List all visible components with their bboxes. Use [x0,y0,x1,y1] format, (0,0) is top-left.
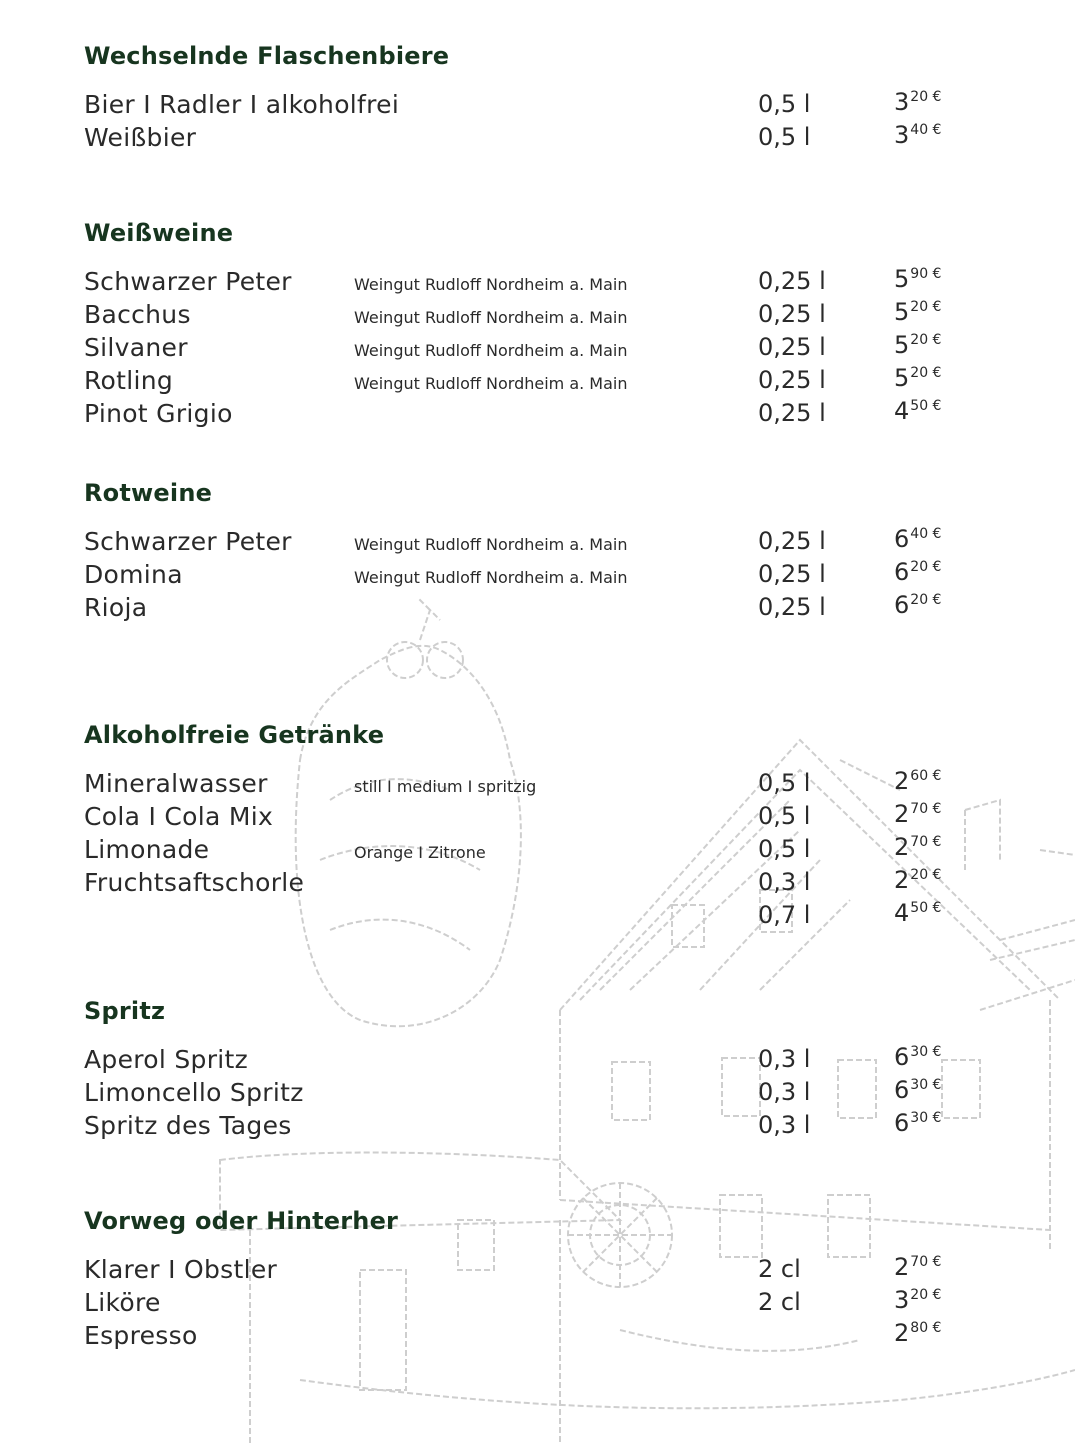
item-name: Schwarzer Peter [84,267,292,296]
item-volume: 0,25 l [758,300,826,328]
item-name: Liköre [84,1288,161,1317]
item-name: Pinot Grigio [84,399,233,428]
section-heading: Alkoholfreie Getränke [84,721,385,749]
menu-item [0,593,1075,626]
item-description: still I medium I spritzig [354,777,537,796]
menu-item [0,90,1075,123]
item-volume: 0,5 l [758,90,811,118]
section-heading: Rotweine [84,479,213,507]
item-name: Mineralwasser [84,769,268,798]
item-name: Spritz des Tages [84,1111,292,1140]
item-price: $2^{80 €}$ [894,1319,942,1347]
item-description: Weingut Rudloff Nordheim a. Main [354,308,628,327]
menu-item [0,1321,1075,1354]
menu-item [0,1078,1075,1111]
item-price: $3^{20 €}$ [894,1286,942,1314]
section-heading: Spritz [84,997,166,1025]
item-volume: 0,5 l [758,123,811,151]
item-volume: 0,5 l [758,835,811,863]
menu-item [0,835,1075,868]
item-volume: 0,25 l [758,399,826,427]
item-price: $3^{40 €}$ [894,121,942,149]
item-volume: 0,25 l [758,527,826,555]
item-price: $2^{20 €}$ [894,866,942,894]
item-name: Bier I Radler I alkoholfrei [84,90,400,119]
menu-item [0,300,1075,333]
item-name: Limoncello Spritz [84,1078,304,1107]
menu-item [0,901,1075,934]
menu-item [0,333,1075,366]
item-price: $5^{90 €}$ [894,265,942,293]
item-price: $5^{20 €}$ [894,298,942,326]
menu-item [0,560,1075,593]
item-volume: 0,25 l [758,366,826,394]
item-price: $2^{70 €}$ [894,1253,942,1281]
menu-item [0,1111,1075,1144]
section-heading: Vorweg oder Hinterher [84,1207,399,1235]
menu-item [0,267,1075,300]
menu-item [0,366,1075,399]
menu-item [0,1288,1075,1321]
item-name: Aperol Spritz [84,1045,249,1074]
menu-item [0,527,1075,560]
menu-item [0,123,1075,156]
item-price: $6^{30 €}$ [894,1109,942,1137]
item-name: Bacchus [84,300,191,329]
item-name: Cola I Cola Mix [84,802,274,831]
item-description: Weingut Rudloff Nordheim a. Main [354,341,628,360]
item-volume: 2 cl [758,1288,801,1316]
item-volume: 0,5 l [758,769,811,797]
menu-item [0,802,1075,835]
menu-item [0,868,1075,901]
item-name: Domina [84,560,183,589]
item-volume: 2 cl [758,1255,801,1283]
item-volume: 0,25 l [758,333,826,361]
item-name: Rotling [84,366,174,395]
item-name: Silvaner [84,333,188,362]
item-price: $4^{50 €}$ [894,899,942,927]
item-price: $2^{60 €}$ [894,767,942,795]
menu-item [0,1255,1075,1288]
section-heading: Wechselnde Flaschenbiere [84,42,450,70]
menu-item [0,399,1075,432]
item-price: $2^{70 €}$ [894,833,942,861]
item-price: $5^{20 €}$ [894,364,942,392]
item-volume: 0,3 l [758,1045,811,1073]
item-description: Weingut Rudloff Nordheim a. Main [354,568,628,587]
item-name: Rioja [84,593,148,622]
item-volume: 0,25 l [758,267,826,295]
item-price: $6^{20 €}$ [894,591,942,619]
item-price: $3^{20 €}$ [894,88,942,116]
item-description: Weingut Rudloff Nordheim a. Main [354,535,628,554]
item-volume: 0,3 l [758,868,811,896]
item-volume: 0,3 l [758,1111,811,1139]
item-volume: 0,5 l [758,802,811,830]
item-description: Orange I Zitrone [354,843,486,862]
item-price: $6^{20 €}$ [894,558,942,586]
item-price: $6^{30 €}$ [894,1043,942,1071]
item-name: Limonade [84,835,210,864]
item-name: Klarer I Obstler [84,1255,278,1284]
item-description: Weingut Rudloff Nordheim a. Main [354,275,628,294]
item-volume: 0,25 l [758,593,826,621]
menu-item [0,1045,1075,1078]
item-name: Weißbier [84,123,197,152]
section-heading: Weißweine [84,219,234,247]
item-price: $6^{30 €}$ [894,1076,942,1104]
item-volume: 0,25 l [758,560,826,588]
item-description: Weingut Rudloff Nordheim a. Main [354,374,628,393]
menu-item [0,769,1075,802]
item-price: $2^{70 €}$ [894,800,942,828]
item-name: Schwarzer Peter [84,527,292,556]
item-price: $4^{50 €}$ [894,397,942,425]
item-price: $5^{20 €}$ [894,331,942,359]
item-volume: 0,7 l [758,901,811,929]
item-name: Fruchtsaftschorle [84,868,305,897]
item-price: $6^{40 €}$ [894,525,942,553]
item-name: Espresso [84,1321,198,1350]
item-volume: 0,3 l [758,1078,811,1106]
